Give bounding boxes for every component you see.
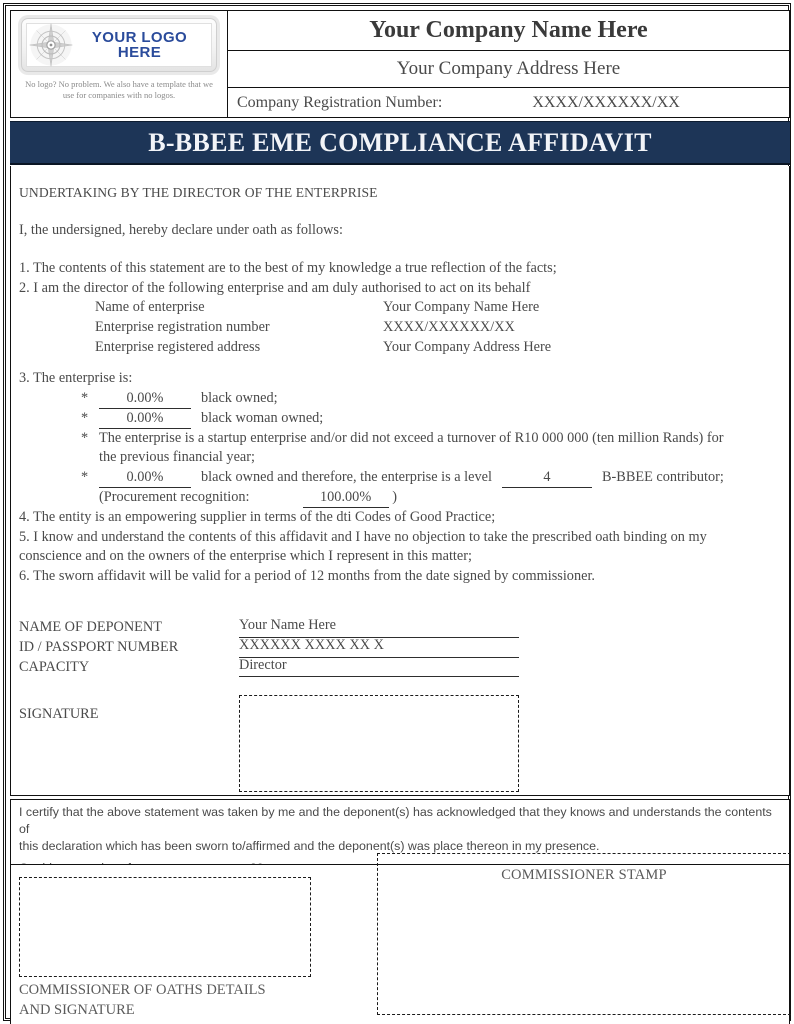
procurement-recognition-field[interactable]: 100.00% (303, 489, 389, 508)
bbbee-level-field[interactable]: 4 (502, 469, 592, 488)
enterprise-name-label: Name of enterprise (95, 299, 205, 316)
signature-label: SIGNATURE (19, 706, 99, 723)
enterprise-details (95, 298, 781, 357)
logo-note: No logo? No problem. We also have a template that we use for companies with no logos. (25, 79, 213, 100)
enterprise-row (95, 298, 781, 318)
level-text-before: black owned and therefore, the enterprise is a level (201, 468, 492, 485)
commissioner-oath-signature-box[interactable] (19, 877, 311, 977)
declaration-line: I, the undersigned, hereby declare under oath as follows: (19, 221, 343, 238)
black-owned-percent-field[interactable]: 0.00% (99, 390, 191, 409)
company-address: Your Company Address Here (396, 58, 621, 79)
registration-value: XXXX/XXXXXX/XX (532, 93, 680, 111)
company-name-cell (228, 10, 790, 51)
procurement-close-paren: ) (392, 488, 397, 505)
logo-cell (10, 10, 228, 118)
procurement-label: (Procurement recognition: (99, 488, 250, 505)
document-header (10, 10, 790, 118)
registration-label: Company Registration Number: (237, 93, 443, 111)
deponent-signature-row (19, 695, 781, 792)
certify-line-2: this declaration which has been sworn to/affirmed and the deponent(s) was place thereon in my presence. (19, 839, 600, 853)
header-right (228, 10, 790, 118)
enterprise-name-value: Your Company Name Here (383, 299, 540, 316)
clause-6: 6. The sworn affidavit will be valid for a period of 12 months from the date signed by commissioner. (19, 567, 596, 584)
undertaking-heading: UNDERTAKING BY THE DIRECTOR OF THE ENTERPRISE (19, 185, 378, 200)
logo-placeholder[interactable] (21, 18, 217, 72)
black-woman-owned-text: black woman owned; (201, 409, 324, 426)
deponent-capacity-field[interactable]: Director (239, 656, 519, 678)
document-frame (3, 3, 791, 1021)
clause-2: 2. I am the director of the following enterprise and am duly authorised to act on its behalf (19, 279, 531, 296)
bullet-star-icon: * (81, 409, 89, 426)
clause-4: 4. The entity is an empowering supplier in terms of the dti Codes of Good Practice; (19, 508, 496, 525)
enterprise-address-label: Enterprise registered address (95, 338, 261, 355)
commissioner-oath-label-line2: AND SIGNATURE (19, 1002, 135, 1018)
deponent-name-field[interactable]: Your Name Here (239, 616, 519, 638)
clause-1: 1. The contents of this statement are to the best of my knowledge a true reflection of the facts; (19, 260, 557, 277)
document-title-bar (10, 121, 790, 165)
enterprise-regno-value: XXXX/XXXXXX/XX (383, 318, 515, 335)
level-text-after: B-BBEE contributor; (601, 468, 724, 485)
clause-3-bullet-level (81, 468, 781, 488)
compass-rose-icon (29, 23, 73, 67)
enterprise-address-value: Your Company Address Here (383, 338, 552, 355)
commissioner-stamp-label: COMMISSIONER STAMP (501, 867, 667, 883)
logo-inner (26, 23, 212, 67)
bullet-star-icon: * (81, 468, 89, 485)
enterprise-row (95, 318, 781, 338)
deponent-name-label: NAME OF DEPONENT (19, 619, 162, 636)
signature-box[interactable] (239, 695, 519, 792)
clause-5-line1: 5. I know and understand the contents of this affidavit and I have no objection to take the prescribed oath binding on my (19, 528, 707, 545)
document-body (10, 166, 790, 796)
certify-line-1: I certify that the above statement was taken by me and the deponent(s) has acknowledged that they knows and understands the contents of (19, 805, 772, 836)
enterprise-row (95, 338, 781, 358)
logo-text-line1: YOUR LOGO (91, 28, 188, 46)
commissioner-section (10, 864, 790, 1024)
black-owned-text: black owned; (201, 389, 278, 406)
page-title: B-BBEE EME COMPLIANCE AFFIDAVIT (148, 127, 652, 157)
clause-3-bullet-black-owned (81, 389, 781, 409)
clause-3-bullet-black-woman-owned (81, 409, 781, 429)
level-owned-percent-field[interactable]: 0.00% (99, 469, 191, 488)
bullet-star-icon: * (81, 389, 89, 406)
clause-5-line2: conscience and on the owners of the enterprise which I represent in this matter; (19, 548, 472, 565)
company-name: Your Company Name Here (369, 17, 648, 43)
deponent-section (19, 618, 781, 792)
clause-3-bullet-startup (81, 429, 781, 449)
company-registration-cell (228, 88, 790, 118)
logo-text-line2: HERE (117, 44, 162, 61)
enterprise-regno-label: Enterprise registration number (95, 318, 270, 335)
bullet-star-icon: * (81, 429, 89, 446)
deponent-capacity-label: CAPACITY (19, 658, 90, 675)
deponent-id-label: ID / PASSPORT NUMBER (19, 638, 179, 655)
logo-text (73, 30, 211, 61)
clause-3: 3. The enterprise is: (19, 370, 133, 387)
commissioner-oath-label (19, 980, 266, 1020)
deponent-id-field[interactable]: XXXXXX XXXX XX X (239, 636, 519, 658)
commissioner-oath-label-line1: COMMISSIONER OF OATHS DETAILS (19, 982, 266, 998)
startup-text-continued: the previous financial year; (99, 449, 256, 466)
black-woman-owned-percent-field[interactable]: 0.00% (99, 410, 191, 429)
company-address-cell (228, 51, 790, 88)
startup-text: The enterprise is a startup enterprise and/or did not exceed a turnover of R10 000 000 (ten million Rands) for (99, 429, 724, 446)
procurement-recognition-line (99, 488, 781, 508)
deponent-capacity-row (19, 658, 781, 678)
